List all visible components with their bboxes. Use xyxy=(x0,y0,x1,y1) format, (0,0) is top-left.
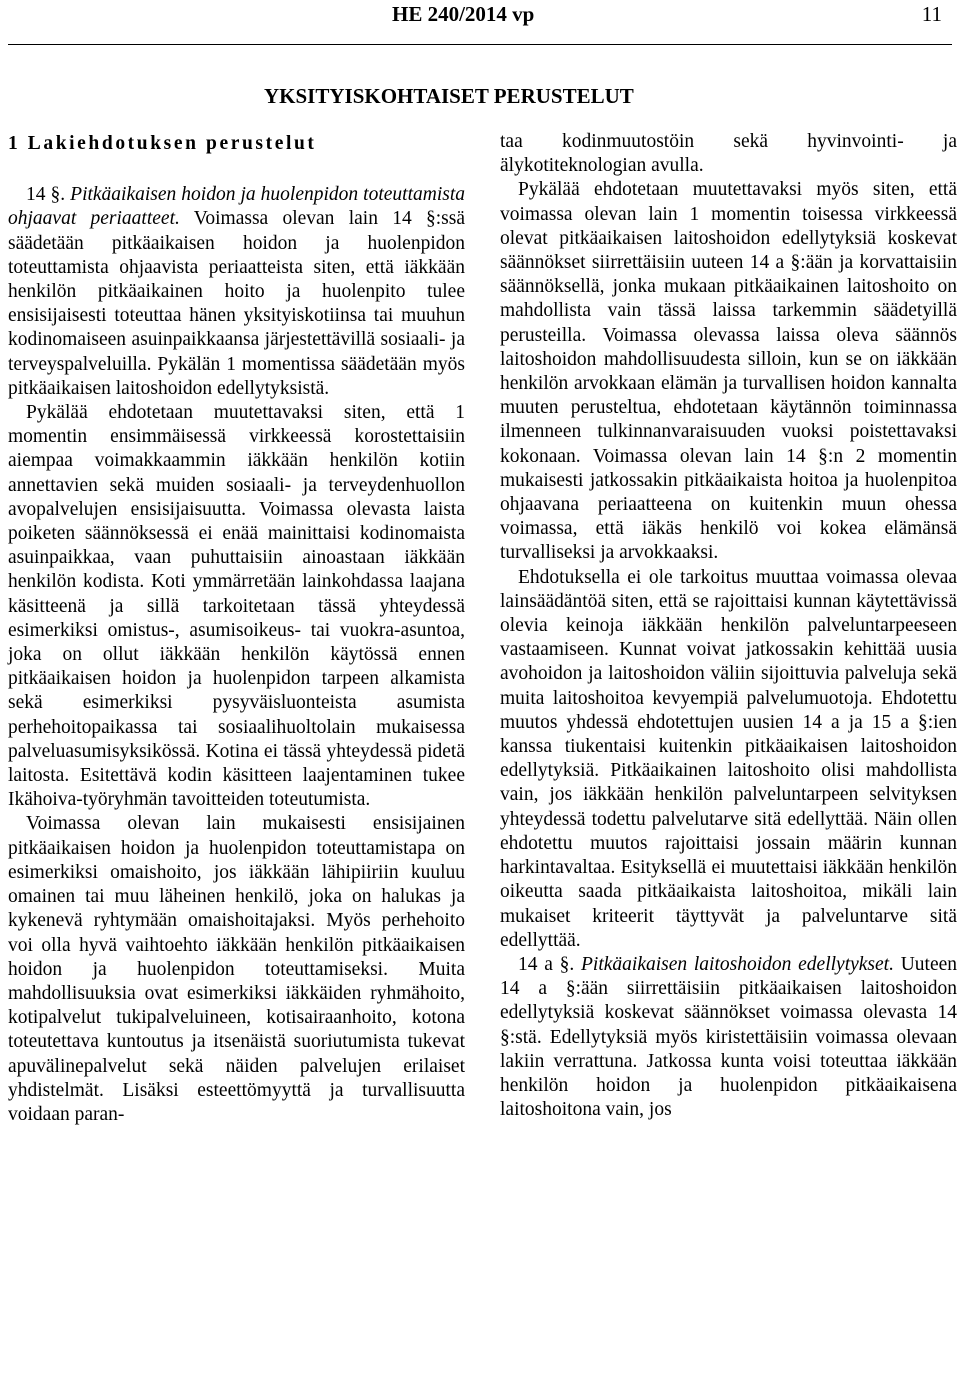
left-paragraph-2: Pykälää ehdotetaan muutettavaksi siten, että 1 momentin ensimmäisessä virkkeessä korostettaisiin aiempaa voimakkaammin iäkkään henkilön kotiin annettavien sekä muiden sosiaali- ja terveydenhuollon avopalvelujen ensisijaisuutta. Voimassa olevasta laista poiketen säännöksessä ei enää mainittaisi kodinomaista asuinpaikkaa, vaan puhuttaisiin ainoastaan iäkkään henkilön kodista. Koti ymmärretään lainkohdassa laajana käsitteenä ja sillä tarkoitetaan tässä yhteydessä esimerkiksi omistus-, asumisoikeus- tai vuokra-asuntoa, joka on ollut iäkkään henkilön käytössä ennen pitkäaikaisen hoidon ja huolenpidon tarpeen alkamista sekä esimerkiksi pysyväisluonteista asumista perhehoitopaikassa tai sosiaalihuoltolain mukaisessa palveluasumisyksikössä. Kotina ei tässä yhteydessä pidetä laitosta. Esitettävä kodin käsitteen laajentaminen tukee Ikähoiva-työryhmän tavoitteiden toteutumista. xyxy=(8,402,465,811)
right-column xyxy=(500,130,957,1122)
section-number: 1 xyxy=(8,133,18,154)
paragraph-14-title: Pitkäaikaisen hoidon ja huolenpidon toteuttamista ohjaavat periaatteet. xyxy=(8,184,466,230)
main-heading: YKSITYISKOHTAISET PERUSTELUT xyxy=(264,84,634,108)
document-header-title: HE 240/2014 vp xyxy=(392,2,535,26)
paragraph-14a-text: Uuteen 14 a §:ään siirrettäisiin pitkäaikaisen laitoshoidon edellytyksiä koskevat säännökset voimassa olevasta 14 §:stä. Edellytyksiä myös kiristettäisiin voimassa olevaan lakiin verrattuna. Jatkossa kunta voisi toteuttaa iäkkään henkilön hoidon ja huolenpidon pitkäaikaisena laitoshoitona vain, jos xyxy=(500,953,958,1121)
left-paragraph-3: Voimassa olevan lain mukaisesti ensisijainen pitkäaikaisen hoidon ja huolenpidon toteuttamistapa on esimerkiksi omaishoito, jos iäkkään lähipiiriin kuuluu omainen tai muu läheinen henkilö, joka on halukas ja kykenevä ryhtymään omaishoitajaksi. Myös perhehoito voi olla hyvä vaihtoehto iäkkään henkilön pitkäaikaisen hoidon ja huolenpidon toteuttamiseksi. Muita mahdollisuuksia ovat esimerkiksi iäkkäiden ryhmähoito, kotipalvelut tukipalveluineen, kotisairaanhoito, kotona toteutettava kuntoutus ja itsenäistä suoriutumista tukevat apuvälinepalvelut sekä näiden palvelujen erilaiset yhdistelmät. Lisäksi esteettömyyttä ja turvallisuutta voidaan paran- xyxy=(8,813,465,1125)
paragraph-14a-title: Pitkäaikaisen laitoshoidon edellytykset. xyxy=(581,953,894,975)
right-paragraph-4: Pykälää ehdotetaan muutettavaksi myös siten, että voimassa olevan lain 1 momentin toisessa virkkeessä olevat pitkäaikaisen laitoshoidon edellytyksiä koskevat säännökset siirrettäisiin uuteen 14 a §:ään ja korvattaisiin säännöksellä, jonka mukaan pitkäaikainen laitoshoito on mahdollista vain tässä laissa tarkemmin säädetyillä perusteilla. Voimassa olevassa laissa oleva säännös laitoshoidon mahdollisuudesta silloin, kun se on iäkkään henkilön arvokkaan elämän ja turvallisen hoidon kannalta muuten perusteltua, ehdotetaan käytännön toiminnassa ilmenneen tulkinnanvaraisuuden vuoksi poistettavaksi kokonaan. Voimassa olevan lain 14 §:n 2 momentin mukaisesti jatkossakin pitkäaikaista hoitoa ja huolenpitoa ohjaavana periaatteena on kuitenkin muun ohessa voimassa, että iäkäs henkilö voi kokea elämänsä turvalliseksi ja arvokkaaksi. xyxy=(500,179,957,564)
section-heading xyxy=(8,132,465,156)
paragraph-14a-id: 14 a §. xyxy=(518,953,575,975)
paragraph-14-text: Voimassa olevan lain 14 §:ssä säädetään pitkäaikaisen hoidon ja huolenpidon toteuttamista ohjaavista periaatteista siten, että iäkkään henkilön pitkäaikainen hoito ja huolenpito tulee ensisijaisesti toteuttaa hänen yksityiskotiinsa tai muuhun kodinomaiseen asuinpaikkaansa järjestettävillä sosiaali- ja terveyspalveluilla. Pykälän 1 momentissa säädetään myös pitkäaikaisen laitoshoidon edellytyksistä. xyxy=(8,208,465,399)
paragraph-14 xyxy=(8,183,465,401)
section-title: Lakiehdotuksen perustelut xyxy=(27,133,317,154)
right-paragraph-5: Ehdotuksella ei ole tarkoitus muuttaa voimassa olevaa lainsäädäntöä siten, että se rajoittaisi kunnan käytettävissä olevia keinoja iäkkään henkilön palveluntarpeeseen vastaamiseen. Kunnat voivat jatkossakin kehittää uusia avohoidon ja laitoshoidon väliin sijoittuvia palveluja sekä muita laitoshoitoa kevyempiä palvelumuotoja. Ehdotettu muutos yhdessä ehdotettujen uusien 14 a ja 15 a §:ien kanssa tiukentaisi kuitenkin pitkäaikaisen laitoshoidon edellytyksiä. Pitkäaikainen laitoshoito olisi mahdollista vain, jos iäkkään henkilön palveluntarpeen selvityksen yhteydessä todettu palvelutarve sitä edellyttää. Näin ollen ehdotettu muutos rajoittaisi jossain määrin kunnan harkintavaltaa. Esityksellä ei muutettaisi iäkkään henkilön oikeutta saada pitkäaikaista laitoshoitoa, mikäli lain mukaiset kriteerit täyttyvät ja palveluntarve sitä edellyttää. xyxy=(500,566,957,951)
header-divider xyxy=(8,44,952,45)
left-column xyxy=(8,132,465,1127)
right-paragraph-continued: taa kodinmuutostöin sekä hyvinvointi- ja älykotiteknologian avulla. xyxy=(500,131,957,177)
page-number: 11 xyxy=(921,2,942,26)
paragraph-14-id: 14 §. xyxy=(26,184,66,206)
paragraph-14a xyxy=(500,953,957,1122)
